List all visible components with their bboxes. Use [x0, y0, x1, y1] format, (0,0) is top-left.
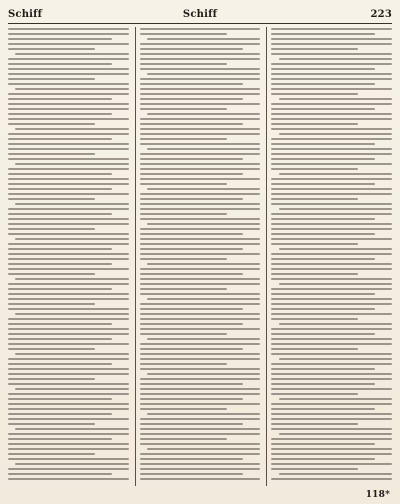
- text-line-placeholder: [8, 218, 129, 220]
- text-line-placeholder: [271, 158, 375, 160]
- text-line-placeholder: [8, 213, 112, 215]
- text-line-placeholder: [140, 358, 261, 360]
- text-line-placeholder: [8, 48, 95, 50]
- text-line-placeholder: [271, 443, 375, 445]
- text-line-placeholder: [271, 218, 375, 220]
- text-line-placeholder: [271, 88, 392, 90]
- text-line-placeholder: [15, 353, 128, 355]
- text-line-placeholder: [8, 198, 95, 200]
- text-line-placeholder: [140, 248, 244, 250]
- column-right: [266, 27, 392, 486]
- text-line-placeholder: [15, 428, 128, 430]
- text-line-placeholder: [8, 68, 129, 70]
- text-line-placeholder: [140, 53, 261, 55]
- text-line-placeholder: [271, 423, 358, 425]
- text-line-placeholder: [8, 468, 129, 470]
- text-line-placeholder: [15, 463, 128, 465]
- text-line-placeholder: [8, 243, 129, 245]
- text-line-placeholder: [271, 458, 375, 460]
- text-line-placeholder: [8, 418, 129, 420]
- text-line-placeholder: [271, 118, 392, 120]
- text-line-placeholder: [8, 183, 129, 185]
- text-line-placeholder: [147, 148, 260, 150]
- text-line-placeholder: [140, 178, 261, 180]
- text-line-placeholder: [15, 238, 128, 240]
- text-line-placeholder: [140, 353, 261, 355]
- text-line-placeholder: [8, 113, 112, 115]
- text-line-placeholder: [140, 43, 261, 45]
- text-line-placeholder: [271, 63, 392, 65]
- text-line-placeholder: [8, 318, 129, 320]
- text-line-placeholder: [271, 293, 375, 295]
- text-line-placeholder: [271, 103, 392, 105]
- text-line-placeholder: [8, 103, 129, 105]
- text-line-placeholder: [279, 433, 392, 435]
- text-line-placeholder: [147, 223, 260, 225]
- text-line-placeholder: [140, 433, 261, 435]
- entry-columns: [8, 27, 392, 486]
- text-line-placeholder: [8, 168, 129, 170]
- text-line-placeholder: [140, 278, 261, 280]
- text-line-placeholder: [140, 283, 261, 285]
- text-line-placeholder: [271, 428, 392, 430]
- text-line-placeholder: [271, 238, 392, 240]
- text-line-placeholder: [140, 63, 227, 65]
- text-line-placeholder: [8, 438, 112, 440]
- text-line-placeholder: [147, 113, 260, 115]
- text-line-placeholder: [140, 383, 244, 385]
- text-line-placeholder: [140, 268, 261, 270]
- text-line-placeholder: [279, 248, 392, 250]
- text-line-placeholder: [15, 388, 128, 390]
- text-line-placeholder: [8, 63, 112, 65]
- text-line-placeholder: [271, 108, 375, 110]
- text-line-placeholder: [8, 133, 129, 135]
- text-line-placeholder: [271, 353, 392, 355]
- text-line-placeholder: [8, 228, 95, 230]
- text-line-placeholder: [140, 343, 261, 345]
- text-line-placeholder: [271, 148, 392, 150]
- text-line-placeholder: [8, 178, 129, 180]
- text-line-placeholder: [8, 478, 129, 480]
- text-line-placeholder: [271, 478, 392, 480]
- text-line-placeholder: [8, 58, 129, 60]
- text-line-placeholder: [271, 338, 392, 340]
- text-line-placeholder: [140, 288, 227, 290]
- text-line-placeholder: [271, 228, 392, 230]
- text-line-placeholder: [8, 148, 129, 150]
- text-line-placeholder: [8, 448, 129, 450]
- text-line-placeholder: [8, 328, 129, 330]
- text-line-placeholder: [271, 68, 375, 70]
- text-line-placeholder: [140, 103, 261, 105]
- text-line-placeholder: [140, 128, 261, 130]
- text-line-placeholder: [8, 333, 129, 335]
- text-line-placeholder: [140, 173, 244, 175]
- text-line-placeholder: [8, 273, 95, 275]
- text-line-placeholder: [271, 413, 392, 415]
- text-line-placeholder: [140, 58, 261, 60]
- text-line-placeholder: [271, 318, 358, 320]
- text-line-placeholder: [140, 303, 261, 305]
- text-line-placeholder: [8, 78, 95, 80]
- text-line-placeholder: [279, 398, 392, 400]
- text-line-placeholder: [140, 218, 261, 220]
- text-line-placeholder: [140, 233, 244, 235]
- text-line-placeholder: [140, 78, 261, 80]
- text-line-placeholder: [8, 458, 129, 460]
- text-line-placeholder: [8, 373, 129, 375]
- text-line-placeholder: [147, 188, 260, 190]
- text-line-placeholder: [140, 473, 244, 475]
- text-line-placeholder: [147, 38, 260, 40]
- text-line-placeholder: [140, 463, 261, 465]
- text-line-placeholder: [271, 303, 392, 305]
- text-line-placeholder: [271, 263, 392, 265]
- text-line-placeholder: [140, 323, 244, 325]
- text-line-placeholder: [140, 363, 227, 365]
- text-line-placeholder: [271, 153, 392, 155]
- text-line-placeholder: [8, 383, 129, 385]
- text-line-placeholder: [271, 198, 358, 200]
- text-line-placeholder: [271, 193, 392, 195]
- text-line-placeholder: [271, 258, 375, 260]
- text-line-placeholder: [140, 313, 261, 315]
- text-line-placeholder: [140, 308, 244, 310]
- header-rule: [8, 23, 392, 24]
- text-line-placeholder: [271, 273, 358, 275]
- text-line-placeholder: [8, 338, 112, 340]
- text-line-placeholder: [279, 323, 392, 325]
- text-line-placeholder: [140, 478, 261, 480]
- text-line-placeholder: [140, 403, 261, 405]
- text-line-placeholder: [271, 333, 375, 335]
- text-line-placeholder: [271, 203, 392, 205]
- text-line-placeholder: [140, 193, 261, 195]
- text-line-placeholder: [140, 203, 261, 205]
- text-line-placeholder: [271, 383, 375, 385]
- text-line-placeholder: [140, 418, 261, 420]
- text-line-placeholder: [140, 88, 261, 90]
- text-line-placeholder: [271, 463, 392, 465]
- text-line-placeholder: [8, 138, 112, 140]
- text-line-placeholder: [140, 438, 227, 440]
- text-line-placeholder: [8, 403, 129, 405]
- text-line-placeholder: [15, 88, 128, 90]
- text-line-placeholder: [140, 123, 244, 125]
- text-line-placeholder: [140, 378, 261, 380]
- text-line-placeholder: [271, 388, 392, 390]
- text-line-placeholder: [140, 213, 227, 215]
- text-line-placeholder: [140, 183, 227, 185]
- text-line-placeholder: [8, 433, 129, 435]
- text-line-placeholder: [271, 48, 358, 50]
- text-line-placeholder: [271, 113, 392, 115]
- text-line-placeholder: [140, 428, 261, 430]
- text-line-placeholder: [8, 288, 112, 290]
- text-line-placeholder: [8, 208, 129, 210]
- text-line-placeholder: [8, 323, 112, 325]
- text-line-placeholder: [8, 98, 112, 100]
- text-line-placeholder: [271, 223, 392, 225]
- text-line-placeholder: [271, 73, 392, 75]
- text-line-placeholder: [271, 468, 358, 470]
- text-line-placeholder: [271, 313, 392, 315]
- text-line-placeholder: [271, 438, 392, 440]
- text-line-placeholder: [140, 398, 244, 400]
- text-line-placeholder: [8, 38, 112, 40]
- text-line-placeholder: [140, 368, 261, 370]
- text-line-placeholder: [140, 163, 261, 165]
- text-line-placeholder: [271, 403, 392, 405]
- text-line-placeholder: [271, 343, 392, 345]
- text-line-placeholder: [271, 348, 358, 350]
- text-line-placeholder: [15, 128, 128, 130]
- text-line-placeholder: [8, 153, 95, 155]
- text-line-placeholder: [140, 133, 261, 135]
- text-line-placeholder: [140, 328, 261, 330]
- text-line-placeholder: [8, 268, 129, 270]
- text-line-placeholder: [271, 38, 392, 40]
- text-line-placeholder: [8, 193, 129, 195]
- text-line-placeholder: [271, 453, 392, 455]
- text-line-placeholder: [8, 298, 129, 300]
- text-line-placeholder: [8, 368, 129, 370]
- page-number: 223: [370, 8, 392, 20]
- text-line-placeholder: [140, 68, 261, 70]
- text-line-placeholder: [8, 108, 129, 110]
- text-line-placeholder: [147, 73, 260, 75]
- text-line-placeholder: [8, 283, 129, 285]
- text-line-placeholder: [140, 158, 244, 160]
- text-line-placeholder: [15, 313, 128, 315]
- text-line-placeholder: [140, 393, 261, 395]
- text-line-placeholder: [140, 408, 227, 410]
- text-line-placeholder: [140, 443, 261, 445]
- text-line-placeholder: [8, 358, 129, 360]
- text-line-placeholder: [140, 143, 261, 145]
- running-head-center: Schiff: [182, 8, 218, 20]
- text-line-placeholder: [147, 338, 260, 340]
- text-line-placeholder: [271, 183, 375, 185]
- text-line-placeholder: [271, 163, 392, 165]
- text-line-placeholder: [140, 153, 261, 155]
- text-line-placeholder: [140, 348, 244, 350]
- text-line-placeholder: [8, 363, 112, 365]
- text-line-placeholder: [271, 128, 392, 130]
- text-line-placeholder: [140, 98, 244, 100]
- text-line-placeholder: [140, 198, 244, 200]
- text-line-placeholder: [279, 283, 392, 285]
- text-line-placeholder: [271, 28, 392, 30]
- text-line-placeholder: [271, 328, 392, 330]
- text-line-placeholder: [8, 173, 112, 175]
- text-line-placeholder: [140, 273, 244, 275]
- text-line-placeholder: [8, 253, 129, 255]
- text-line-placeholder: [271, 278, 392, 280]
- text-line-placeholder: [8, 43, 129, 45]
- text-line-placeholder: [271, 33, 375, 35]
- text-line-placeholder: [140, 453, 261, 455]
- text-line-placeholder: [140, 293, 261, 295]
- text-line-placeholder: [140, 228, 261, 230]
- text-line-placeholder: [271, 408, 375, 410]
- text-line-placeholder: [140, 33, 227, 35]
- text-line-placeholder: [140, 28, 261, 30]
- text-line-placeholder: [8, 473, 112, 475]
- text-line-placeholder: [271, 368, 375, 370]
- column-left: [8, 27, 129, 486]
- text-line-placeholder: [8, 123, 95, 125]
- text-line-placeholder: [8, 263, 112, 265]
- text-line-placeholder: [8, 28, 129, 30]
- text-line-placeholder: [8, 143, 129, 145]
- text-line-placeholder: [271, 178, 392, 180]
- text-line-placeholder: [140, 238, 261, 240]
- text-line-placeholder: [271, 43, 392, 45]
- text-line-placeholder: [271, 53, 392, 55]
- text-line-placeholder: [140, 423, 244, 425]
- text-line-placeholder: [8, 293, 129, 295]
- text-line-placeholder: [271, 243, 358, 245]
- text-line-placeholder: [140, 318, 261, 320]
- text-line-placeholder: [8, 408, 129, 410]
- text-line-placeholder: [279, 58, 392, 60]
- text-line-placeholder: [279, 358, 392, 360]
- text-line-placeholder: [8, 413, 112, 415]
- text-line-placeholder: [8, 348, 95, 350]
- text-line-placeholder: [8, 188, 112, 190]
- text-line-placeholder: [271, 138, 392, 140]
- text-line-placeholder: [140, 118, 261, 120]
- text-line-placeholder: [8, 303, 95, 305]
- text-line-placeholder: [271, 78, 392, 80]
- text-line-placeholder: [8, 223, 129, 225]
- text-line-placeholder: [8, 378, 95, 380]
- text-line-placeholder: [15, 278, 128, 280]
- text-line-placeholder: [8, 33, 129, 35]
- text-line-placeholder: [271, 298, 392, 300]
- text-line-placeholder: [271, 418, 392, 420]
- running-head-left: Schiff: [8, 8, 43, 20]
- text-line-placeholder: [140, 468, 261, 470]
- text-line-placeholder: [8, 258, 129, 260]
- text-line-placeholder: [140, 108, 227, 110]
- text-line-placeholder: [8, 393, 129, 395]
- text-line-placeholder: [271, 83, 375, 85]
- text-line-placeholder: [147, 263, 260, 265]
- text-line-placeholder: [15, 53, 128, 55]
- text-line-placeholder: [8, 453, 95, 455]
- text-line-placeholder: [279, 98, 392, 100]
- text-line-placeholder: [15, 163, 128, 165]
- text-line-placeholder: [271, 373, 392, 375]
- text-line-placeholder: [271, 253, 392, 255]
- text-line-placeholder: [8, 248, 112, 250]
- text-line-placeholder: [140, 93, 261, 95]
- text-line-placeholder: [271, 393, 358, 395]
- text-line-placeholder: [271, 363, 392, 365]
- text-line-placeholder: [140, 83, 244, 85]
- text-line-placeholder: [271, 123, 358, 125]
- text-line-placeholder: [15, 203, 128, 205]
- text-line-placeholder: [8, 93, 129, 95]
- text-line-placeholder: [271, 268, 392, 270]
- text-line-placeholder: [8, 423, 95, 425]
- text-line-placeholder: [140, 138, 227, 140]
- text-line-placeholder: [8, 398, 112, 400]
- column-middle: [135, 27, 261, 486]
- text-line-placeholder: [147, 448, 260, 450]
- text-line-placeholder: [140, 258, 227, 260]
- text-line-placeholder: [279, 208, 392, 210]
- text-line-placeholder: [271, 143, 375, 145]
- text-line-placeholder: [271, 233, 375, 235]
- text-line-placeholder: [271, 378, 392, 380]
- text-line-placeholder: [140, 168, 261, 170]
- text-line-placeholder: [271, 168, 358, 170]
- text-line-placeholder: [8, 443, 129, 445]
- text-line-placeholder: [279, 473, 392, 475]
- text-line-placeholder: [147, 298, 260, 300]
- text-line-placeholder: [8, 158, 129, 160]
- signature-mark: 118*: [365, 490, 390, 500]
- text-line-placeholder: [8, 343, 129, 345]
- text-line-placeholder: [8, 233, 129, 235]
- text-line-placeholder: [140, 458, 244, 460]
- text-line-placeholder: [271, 308, 375, 310]
- text-line-placeholder: [271, 188, 392, 190]
- text-line-placeholder: [140, 208, 261, 210]
- text-line-placeholder: [140, 333, 227, 335]
- text-line-placeholder: [140, 48, 244, 50]
- text-line-placeholder: [140, 253, 261, 255]
- text-line-placeholder: [147, 413, 260, 415]
- text-line-placeholder: [8, 83, 129, 85]
- running-head: [8, 6, 392, 22]
- text-line-placeholder: [271, 93, 358, 95]
- text-line-placeholder: [271, 288, 392, 290]
- text-line-placeholder: [8, 118, 129, 120]
- text-line-placeholder: [8, 73, 129, 75]
- text-line-placeholder: [271, 448, 392, 450]
- text-line-placeholder: [140, 243, 261, 245]
- text-line-placeholder: [271, 213, 392, 215]
- text-line-placeholder: [279, 133, 392, 135]
- text-line-placeholder: [140, 388, 261, 390]
- text-line-placeholder: [147, 373, 260, 375]
- text-line-placeholder: [8, 308, 129, 310]
- text-line-placeholder: [279, 173, 392, 175]
